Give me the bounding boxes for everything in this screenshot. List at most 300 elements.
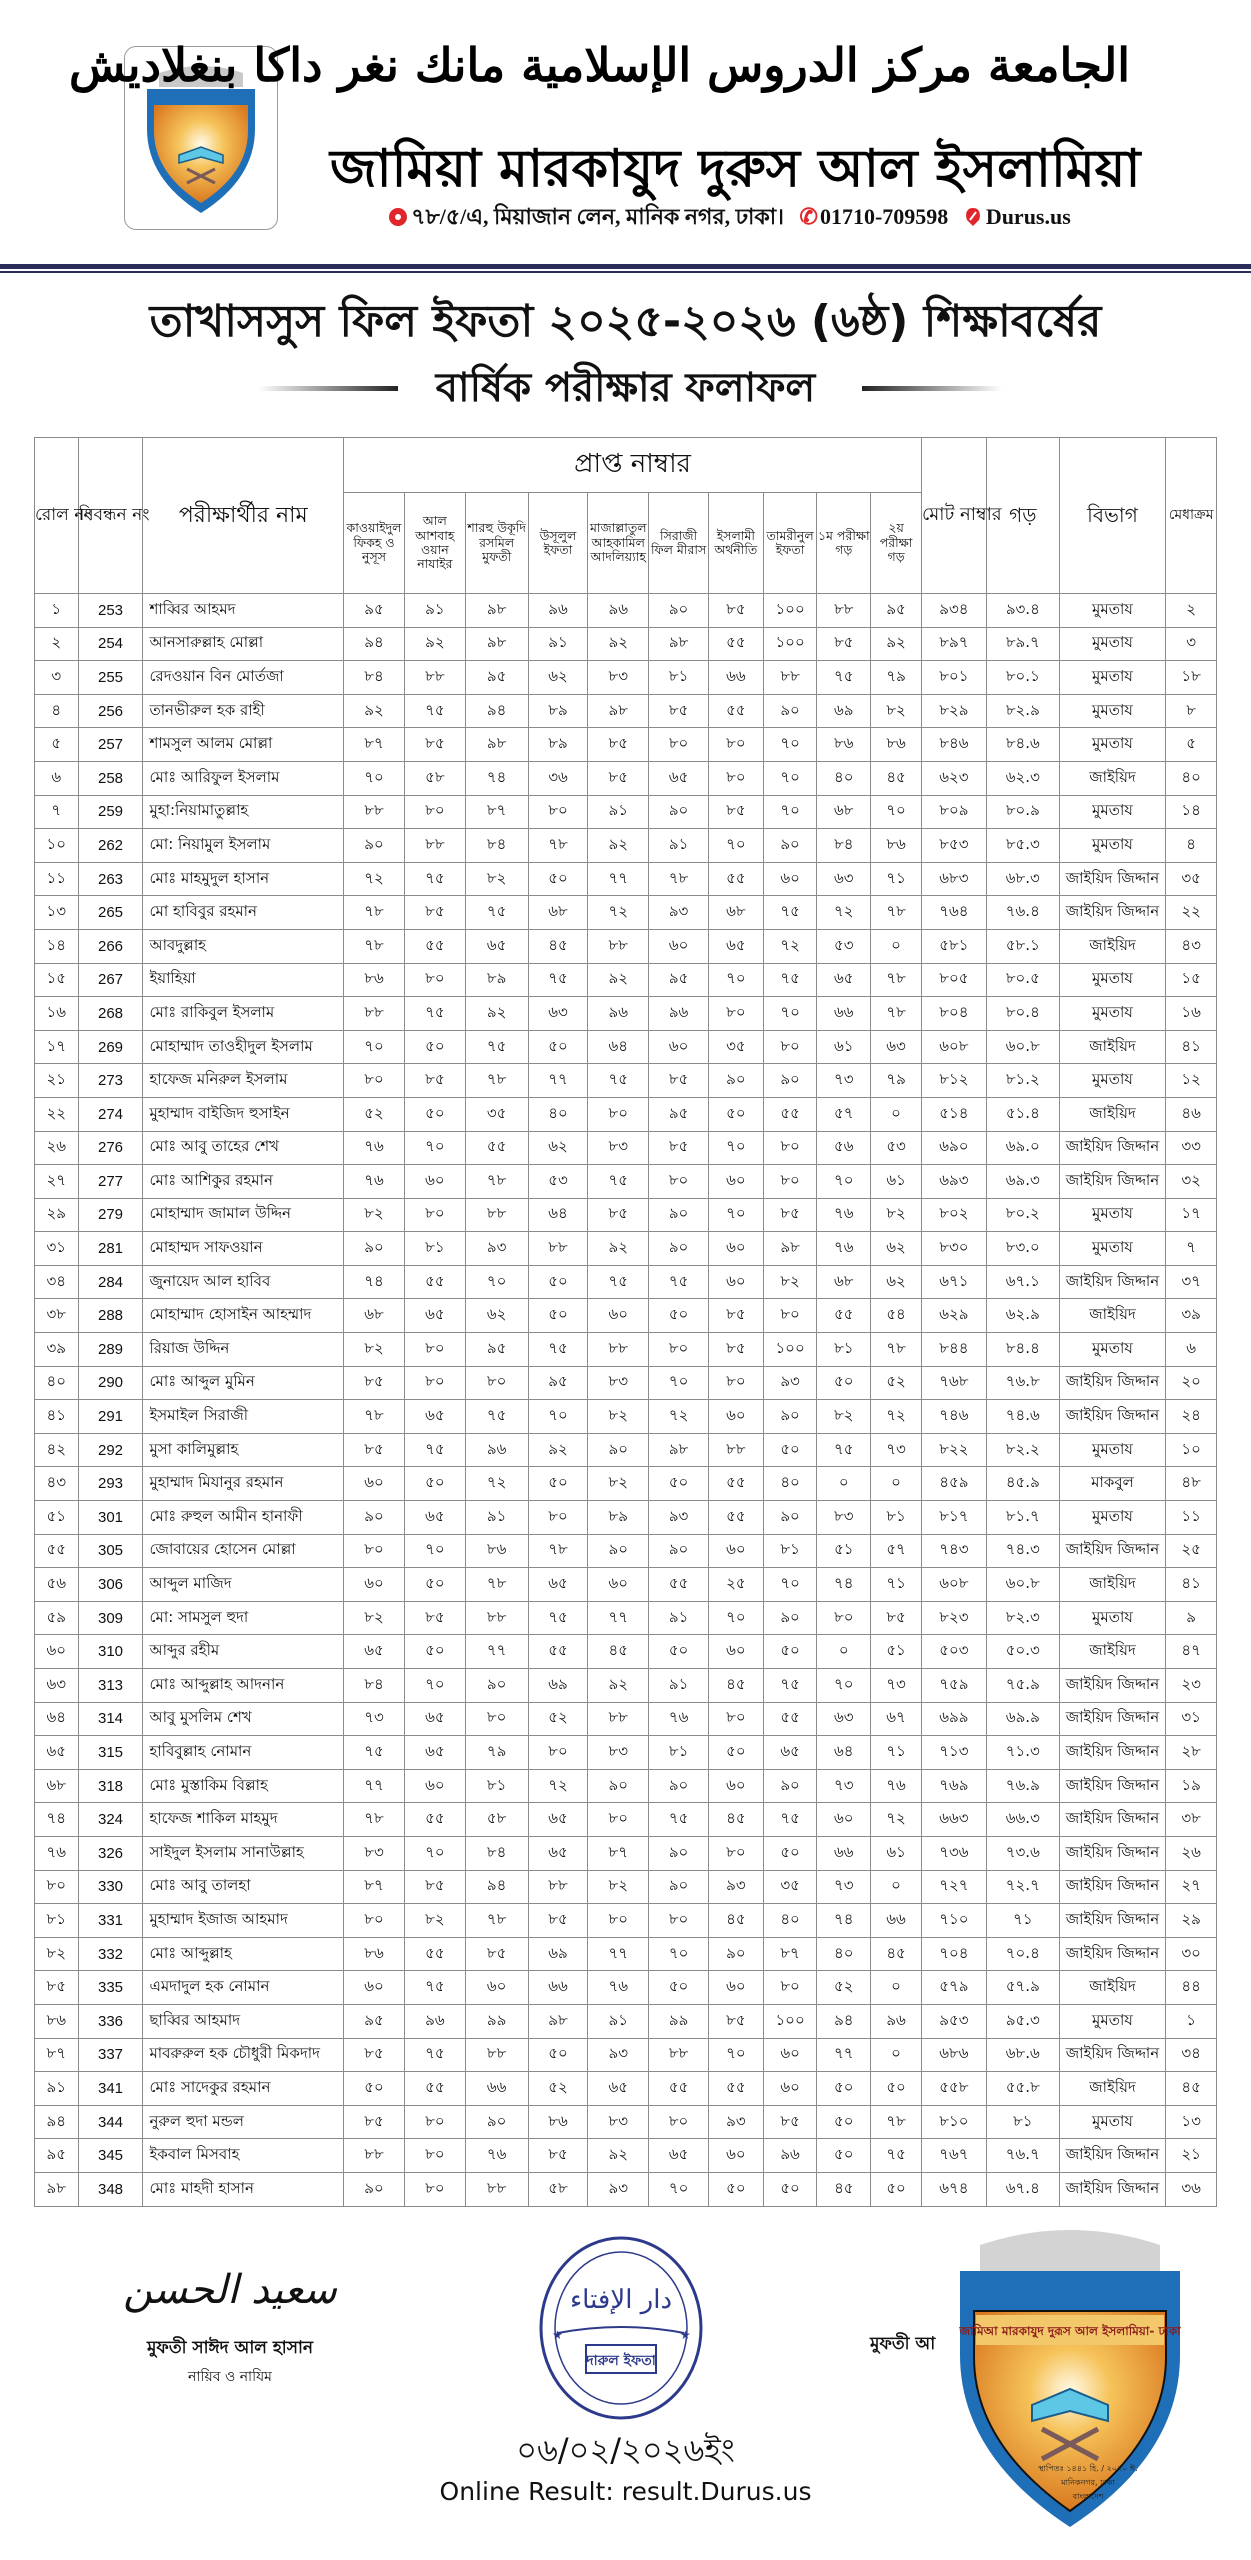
cell-roll: ৮০ xyxy=(35,1870,79,1904)
cell-name: মুহা:নিয়ামাতুল্লাহ xyxy=(143,795,344,829)
cell-roll: ১০ xyxy=(35,829,79,863)
cell-roll: ৭ xyxy=(35,795,79,829)
cell-mark: ৭৫ xyxy=(763,896,817,930)
cell-division: মুমতায xyxy=(1059,997,1165,1031)
cell-division: মুমতায xyxy=(1059,594,1165,628)
cell-avg: ৭৪.৬ xyxy=(986,1400,1059,1434)
cell-mark: ৯০ xyxy=(465,2105,528,2139)
table-row xyxy=(35,997,1217,1031)
cell-mark: ৭৬ xyxy=(465,2139,528,2173)
cell-rank: ৭ xyxy=(1166,1232,1217,1266)
cell-avg: ৬৮.৬ xyxy=(986,2038,1059,2072)
cell-mark: ৮৩ xyxy=(344,1836,405,1870)
cell-mark: ৯৮ xyxy=(465,728,528,762)
cell-reg: 290 xyxy=(78,1366,143,1400)
cell-roll: ২৯ xyxy=(35,1198,79,1232)
cell-mark: ৭৩ xyxy=(871,1669,922,1703)
cell-mark: ৮০ xyxy=(763,1131,817,1165)
cell-total: ৯৫৩ xyxy=(921,2004,986,2038)
cell-reg: 253 xyxy=(78,594,143,628)
cell-mark: ৬৫ xyxy=(404,1736,465,1770)
cell-mark: ৮০ xyxy=(404,963,465,997)
cell-name: আব্দুর রহীম xyxy=(143,1635,344,1669)
cell-mark: ৮০ xyxy=(465,1702,528,1736)
cell-mark: ৫৫ xyxy=(708,694,763,728)
cell-mark: ৯০ xyxy=(649,795,709,829)
cell-mark: ৯৫ xyxy=(344,594,405,628)
cell-reg: 273 xyxy=(78,1064,143,1098)
cell-mark: ৬১ xyxy=(871,1165,922,1199)
cell-reg: 265 xyxy=(78,896,143,930)
cell-rank: ১৪ xyxy=(1166,795,1217,829)
cell-mark: ৬৫ xyxy=(528,1803,588,1837)
cell-avg: ৮৪.৪ xyxy=(986,1333,1059,1367)
cell-mark: ৮৮ xyxy=(817,594,871,628)
table-row xyxy=(35,1904,1217,1938)
cell-mark: ৮৫ xyxy=(708,1299,763,1333)
cell-mark: ৭৫ xyxy=(817,661,871,695)
cell-name: মোঃ আব্দুল্লাহ xyxy=(143,1937,344,1971)
cell-mark: ৯০ xyxy=(763,1501,817,1535)
cell-total: ৫৮১ xyxy=(921,929,986,963)
cell-mark: ৫৭ xyxy=(871,1534,922,1568)
cell-avg: ৮১.৭ xyxy=(986,1501,1059,1535)
cell-mark: ৮৫ xyxy=(708,594,763,628)
signatory-left xyxy=(120,2245,340,2389)
cell-mark: ৬৫ xyxy=(588,2072,649,2106)
cell-mark: ৮৮ xyxy=(588,1333,649,1367)
cell-mark: ৭০ xyxy=(404,1534,465,1568)
website-link[interactable]: Durus.us xyxy=(985,204,1071,229)
cell-mark: ৯০ xyxy=(649,1836,709,1870)
cell-reg: 315 xyxy=(78,1736,143,1770)
cell-mark: ৮৫ xyxy=(404,1870,465,1904)
cell-reg: 266 xyxy=(78,929,143,963)
cell-total: ৮৩০ xyxy=(921,1232,986,1266)
cell-avg: ৭৬.৯ xyxy=(986,1769,1059,1803)
cell-mark: ৯৫ xyxy=(649,1097,709,1131)
cell-avg: ৬৭.৪ xyxy=(986,2172,1059,2206)
cell-mark: ৮০ xyxy=(344,1064,405,1098)
table-row xyxy=(35,1064,1217,1098)
table-row xyxy=(35,1937,1217,1971)
cell-reg: 345 xyxy=(78,2139,143,2173)
cell-rank: ২০ xyxy=(1166,1366,1217,1400)
phone-icon: ✆ xyxy=(799,204,818,229)
cell-mark: ৯৩ xyxy=(763,1366,817,1400)
cell-mark: ৫৬ xyxy=(817,1131,871,1165)
cell-reg: 313 xyxy=(78,1669,143,1703)
table-row xyxy=(35,1299,1217,1333)
header-subject: কাওয়াইদুল ফিকহ ও নুসূস xyxy=(344,493,405,594)
cell-mark: ৭৮ xyxy=(528,829,588,863)
cell-mark: ৭৫ xyxy=(404,862,465,896)
address: ৭৮/৫/এ, মিয়াজান লেন, মানিক নগর, ঢাকা। xyxy=(411,204,785,229)
cell-total: ৫১৪ xyxy=(921,1097,986,1131)
cell-mark: ৪৫ xyxy=(588,1635,649,1669)
cell-mark: ৮০ xyxy=(528,795,588,829)
cell-avg: ৮১ xyxy=(986,2105,1059,2139)
cell-mark: ৮২ xyxy=(763,1265,817,1299)
online-result-link[interactable]: Online Result: result.Durus.us xyxy=(439,2477,812,2506)
cell-mark: ৮৪ xyxy=(344,661,405,695)
cell-roll: ৯৪ xyxy=(35,2105,79,2139)
cell-mark: ৮৬ xyxy=(528,2105,588,2139)
signatory-role: নায়িব ও নাযিম xyxy=(188,2369,272,2385)
cell-roll: ৪৩ xyxy=(35,1467,79,1501)
table-row xyxy=(35,896,1217,930)
cell-rank: ২১ xyxy=(1166,2139,1217,2173)
cell-mark: ৬২ xyxy=(871,1265,922,1299)
cell-mark: ৬০ xyxy=(817,1803,871,1837)
cell-mark: ৮০ xyxy=(404,1198,465,1232)
cell-name: মুসা কালিমুল্লাহ xyxy=(143,1433,344,1467)
cell-name: জুনায়েদ আল হাবিব xyxy=(143,1265,344,1299)
cell-mark: ৭৮ xyxy=(465,1904,528,1938)
cell-mark: ৮৯ xyxy=(528,694,588,728)
cell-mark: ৭৫ xyxy=(465,896,528,930)
cell-name: মোঃ আব্দুল্লাহ আদনান xyxy=(143,1669,344,1703)
cell-mark: ৯৩ xyxy=(708,2105,763,2139)
cell-total: ৬২৩ xyxy=(921,761,986,795)
header-divider xyxy=(0,264,1251,269)
cell-rank: ৩৮ xyxy=(1166,1803,1217,1837)
cell-mark: ৭৮ xyxy=(344,1400,405,1434)
cell-reg: 277 xyxy=(78,1165,143,1199)
location-pin-icon xyxy=(389,208,407,226)
table-row xyxy=(35,1030,1217,1064)
cell-mark: ৭০ xyxy=(649,1937,709,1971)
cell-total: ৬২৯ xyxy=(921,1299,986,1333)
cell-division: জাইয়িদ জিদ্দান xyxy=(1059,1937,1165,1971)
header-total: মোট নাম্বার xyxy=(921,438,986,594)
cell-mark: ৭০ xyxy=(649,1366,709,1400)
cell-mark: ৫০ xyxy=(528,1030,588,1064)
cell-total: ৬৬৩ xyxy=(921,1803,986,1837)
cell-total: ৮০৫ xyxy=(921,963,986,997)
cell-mark: ৯০ xyxy=(344,1501,405,1535)
cell-mark: ৮৮ xyxy=(344,997,405,1031)
cell-division: জাইয়িদ জিদ্দান xyxy=(1059,862,1165,896)
cell-mark: ৭০ xyxy=(708,2038,763,2072)
cell-mark: ৬৮ xyxy=(817,1265,871,1299)
cell-mark: ৮০ xyxy=(763,1971,817,2005)
cell-name: মাবরুরুল হক চৌধুরী মিকদাদ xyxy=(143,2038,344,2072)
cell-reg: 293 xyxy=(78,1467,143,1501)
cell-avg: ৫৫.৮ xyxy=(986,2072,1059,2106)
cell-mark: ৫৩ xyxy=(871,1131,922,1165)
cell-mark: ৬৫ xyxy=(649,761,709,795)
cell-name: মোহাম্মাদ জামাল উদ্দিন xyxy=(143,1198,344,1232)
cell-rank: ৩৩ xyxy=(1166,1131,1217,1165)
cell-roll: ৪০ xyxy=(35,1366,79,1400)
cell-mark: ৯১ xyxy=(588,2004,649,2038)
cell-total: ৬৯৯ xyxy=(921,1702,986,1736)
cell-mark: ২৫ xyxy=(708,1568,763,1602)
cell-division: জাইয়িদ জিদ্দান xyxy=(1059,1366,1165,1400)
cell-roll: ৮৭ xyxy=(35,2038,79,2072)
cell-mark: ৭৮ xyxy=(871,896,922,930)
cell-division: জাইয়িদ জিদ্দান xyxy=(1059,2038,1165,2072)
cell-roll: ৫১ xyxy=(35,1501,79,1535)
cell-mark: ৬৫ xyxy=(528,1568,588,1602)
cell-total: ৬০৮ xyxy=(921,1568,986,1602)
header-divider-thin xyxy=(0,271,1251,273)
header-subject: ইসলামী অর্থনীতি xyxy=(708,493,763,594)
cell-mark: ৯৮ xyxy=(649,1433,709,1467)
cell-mark: ৭৫ xyxy=(465,1030,528,1064)
cell-mark: ৬০ xyxy=(404,1165,465,1199)
cell-mark: ৯৩ xyxy=(465,1232,528,1266)
cell-mark: ৫০ xyxy=(649,1635,709,1669)
cell-mark: ৭৫ xyxy=(404,1433,465,1467)
cell-rank: ৪০ xyxy=(1166,761,1217,795)
cell-mark: ৫০ xyxy=(528,2038,588,2072)
cell-mark: ৫৫ xyxy=(528,1635,588,1669)
cell-division: মুমতায xyxy=(1059,661,1165,695)
cell-total: ৮০১ xyxy=(921,661,986,695)
cell-mark: ০ xyxy=(817,1635,871,1669)
cell-rank: ৩৬ xyxy=(1166,2172,1217,2206)
publish-date: ০৬/০২/২০২৬ইং xyxy=(516,2431,735,2469)
cell-mark: ৮০ xyxy=(817,1601,871,1635)
cell-mark: ৭২ xyxy=(465,1467,528,1501)
cell-reg: 288 xyxy=(78,1299,143,1333)
cell-rank: ৫ xyxy=(1166,728,1217,762)
table-row xyxy=(35,1601,1217,1635)
cell-mark: ৬৬ xyxy=(817,1836,871,1870)
cell-rank: ১৮ xyxy=(1166,661,1217,695)
cell-mark: ৭০ xyxy=(763,997,817,1031)
cell-roll: ১১ xyxy=(35,862,79,896)
cell-avg: ৮০.২ xyxy=(986,1198,1059,1232)
cell-mark: ৮৫ xyxy=(649,1131,709,1165)
cell-mark: ৭৭ xyxy=(465,1635,528,1669)
table-row xyxy=(35,1870,1217,1904)
cell-roll: ২২ xyxy=(35,1097,79,1131)
cell-mark: ৮৮ xyxy=(344,2139,405,2173)
cell-rank: ২ xyxy=(1166,594,1217,628)
cell-division: জাইয়িদ জিদ্দান xyxy=(1059,1803,1165,1837)
cell-mark: ৯৪ xyxy=(817,2004,871,2038)
cell-mark: ৭০ xyxy=(708,963,763,997)
cell-mark: ৮০ xyxy=(649,1333,709,1367)
cell-mark: ৮০ xyxy=(763,1030,817,1064)
cell-reg: 279 xyxy=(78,1198,143,1232)
cell-division: মুমতায xyxy=(1059,1064,1165,1098)
cell-mark: ৫০ xyxy=(404,1467,465,1501)
cell-mark: ৯২ xyxy=(588,829,649,863)
cell-mark: ৯০ xyxy=(344,829,405,863)
cell-mark: ৯০ xyxy=(649,1198,709,1232)
cell-mark: ৪৫ xyxy=(708,1669,763,1703)
cell-mark: ৫৫ xyxy=(708,2072,763,2106)
cell-mark: ৮৮ xyxy=(588,929,649,963)
cell-reg: 337 xyxy=(78,2038,143,2072)
cell-name: মুহাম্মাদ বাইজিদ হুসাইন xyxy=(143,1097,344,1131)
cell-mark: ৮২ xyxy=(871,1198,922,1232)
cell-mark: ৮৯ xyxy=(588,1501,649,1535)
cell-avg: ৭৩.৬ xyxy=(986,1836,1059,1870)
cell-mark: ৯৩ xyxy=(588,2038,649,2072)
cell-mark: ৭৫ xyxy=(404,1971,465,2005)
cell-mark: ৮৭ xyxy=(588,1836,649,1870)
cell-total: ৮১২ xyxy=(921,1064,986,1098)
cell-roll: ২৭ xyxy=(35,1165,79,1199)
cell-mark: ০ xyxy=(871,1870,922,1904)
cell-roll: ৬৫ xyxy=(35,1736,79,1770)
cell-roll: ৮৫ xyxy=(35,1971,79,2005)
cell-rank: ২৫ xyxy=(1166,1534,1217,1568)
cell-mark: ৭৩ xyxy=(344,1702,405,1736)
cell-mark: ৮১ xyxy=(649,1736,709,1770)
cell-avg: ৫০.৩ xyxy=(986,1635,1059,1669)
table-row xyxy=(35,929,1217,963)
cell-mark: ৭২ xyxy=(344,862,405,896)
cell-rank: ২৬ xyxy=(1166,1836,1217,1870)
cell-mark: ৬০ xyxy=(708,2139,763,2173)
cell-mark: ৯৫ xyxy=(649,963,709,997)
cell-avg: ৮০.১ xyxy=(986,661,1059,695)
cell-mark: ৮০ xyxy=(404,795,465,829)
phone-number[interactable]: 01710-709598 xyxy=(819,204,949,229)
cell-division: জাইয়িদ xyxy=(1059,1971,1165,2005)
cell-total: ৮২৩ xyxy=(921,1601,986,1635)
cell-mark: ৮০ xyxy=(528,1501,588,1535)
cell-mark: ৬০ xyxy=(649,929,709,963)
cell-total: ৯৩৪ xyxy=(921,594,986,628)
cell-mark: ৭৮ xyxy=(344,896,405,930)
cell-rank: ৪ xyxy=(1166,829,1217,863)
cell-roll: ২১ xyxy=(35,1064,79,1098)
cell-mark: ৫৫ xyxy=(404,929,465,963)
cell-mark: ৭৮ xyxy=(344,929,405,963)
cell-avg: ৬০.৮ xyxy=(986,1030,1059,1064)
cell-name: মুহাম্মাদ ইজাজ আহমাদ xyxy=(143,1904,344,1938)
cell-reg: 263 xyxy=(78,862,143,896)
cell-rank: ১২ xyxy=(1166,1064,1217,1098)
cell-reg: 291 xyxy=(78,1400,143,1434)
cell-avg: ৭১.৩ xyxy=(986,1736,1059,1770)
cell-mark: ৮৬ xyxy=(817,728,871,762)
cell-reg: 318 xyxy=(78,1769,143,1803)
cell-division: জাইয়িদ xyxy=(1059,761,1165,795)
cell-roll: ৪১ xyxy=(35,1400,79,1434)
crest-country: বাংলাদেশ xyxy=(1072,2492,1104,2501)
cell-rank: ১৭ xyxy=(1166,1198,1217,1232)
cell-mark: ৮৫ xyxy=(344,2105,405,2139)
cell-mark: ৯০ xyxy=(763,1769,817,1803)
cell-mark: ৮৮ xyxy=(588,1702,649,1736)
cell-mark: ৮৩ xyxy=(588,661,649,695)
cell-mark: ৯১ xyxy=(465,1501,528,1535)
cell-mark: ৯৬ xyxy=(763,2139,817,2173)
cell-mark: ৮০ xyxy=(344,1904,405,1938)
cell-division: জাইয়িদ জিদ্দান xyxy=(1059,896,1165,930)
cell-roll: ১৭ xyxy=(35,1030,79,1064)
table-row xyxy=(35,661,1217,695)
cell-name: রিয়াজ উদ্দিন xyxy=(143,1333,344,1367)
cell-mark: ৬০ xyxy=(649,1030,709,1064)
cell-mark: ৮৮ xyxy=(465,2038,528,2072)
cell-mark: ৫০ xyxy=(817,2139,871,2173)
cell-mark: ৫০ xyxy=(528,1299,588,1333)
cell-mark: ৭৮ xyxy=(871,963,922,997)
cell-mark: ৭০ xyxy=(708,1601,763,1635)
cell-mark: ৪৫ xyxy=(528,929,588,963)
cell-mark: ৬৪ xyxy=(588,1030,649,1064)
cell-mark: ৫০ xyxy=(344,2072,405,2106)
cell-roll: ৩৮ xyxy=(35,1299,79,1333)
cell-rank: ১৯ xyxy=(1166,1769,1217,1803)
cell-division: জাইয়িদ জিদ্দান xyxy=(1059,1131,1165,1165)
cell-mark: ৮৫ xyxy=(344,1366,405,1400)
cell-mark: ৯০ xyxy=(763,694,817,728)
cell-avg: ৮৩.০ xyxy=(986,1232,1059,1266)
cell-mark: ৮৫ xyxy=(404,728,465,762)
cell-mark: ৬০ xyxy=(708,1534,763,1568)
cell-division: জাইয়িদ xyxy=(1059,1299,1165,1333)
cell-mark: ৮৫ xyxy=(404,1064,465,1098)
cell-mark: ৭৩ xyxy=(871,1433,922,1467)
cell-mark: ৭০ xyxy=(763,795,817,829)
table-row xyxy=(35,963,1217,997)
header-name: পরীক্ষার্থীর নাম xyxy=(143,438,344,594)
header-subject: ১ম পরীক্ষা গড় xyxy=(817,493,871,594)
cell-mark: ৮৪ xyxy=(817,829,871,863)
cell-mark: ৭৩ xyxy=(817,1064,871,1098)
cell-total: ৮২২ xyxy=(921,1433,986,1467)
cell-reg: 336 xyxy=(78,2004,143,2038)
cell-mark: ৭৪ xyxy=(817,1568,871,1602)
cell-division: জাইয়িদ জিদ্দান xyxy=(1059,1165,1165,1199)
cell-avg: ৫১.৪ xyxy=(986,1097,1059,1131)
cell-division: জাইয়িদ xyxy=(1059,1097,1165,1131)
header-roll: রোল নং xyxy=(35,438,79,594)
cell-name: মোঃ সাদেকুর রহমান xyxy=(143,2072,344,2106)
cell-mark: ৭৮ xyxy=(465,1165,528,1199)
cell-roll: ৬৮ xyxy=(35,1769,79,1803)
cell-avg: ৮২.২ xyxy=(986,1433,1059,1467)
cell-mark: ৮৩ xyxy=(588,1131,649,1165)
header-subject: ২য় পরীক্ষা গড় xyxy=(871,493,922,594)
cell-roll: ৬ xyxy=(35,761,79,795)
cell-total: ৭২৭ xyxy=(921,1870,986,1904)
cell-mark: ৫০ xyxy=(817,2105,871,2139)
cell-mark: ৭০ xyxy=(817,1165,871,1199)
cell-mark: ৮২ xyxy=(344,1601,405,1635)
cell-mark: ০ xyxy=(871,1467,922,1501)
cell-reg: 332 xyxy=(78,1937,143,1971)
cell-name: ছাব্বির আহমাদ xyxy=(143,2004,344,2038)
cell-mark: ৮৫ xyxy=(708,2004,763,2038)
cell-mark: ৮২ xyxy=(588,1467,649,1501)
cell-rank: ২৯ xyxy=(1166,1904,1217,1938)
cell-avg: ৮১.২ xyxy=(986,1064,1059,1098)
darul-ifta-seal-icon xyxy=(536,2233,706,2423)
cell-name: আবদুল্লাহ xyxy=(143,929,344,963)
cell-mark: ৮৮ xyxy=(465,2172,528,2206)
cell-mark: ৯২ xyxy=(344,694,405,728)
cell-mark: ৬০ xyxy=(465,1971,528,2005)
cell-name: জোবায়ের হোসেন মোল্লা xyxy=(143,1534,344,1568)
cell-mark: ৯৬ xyxy=(871,2004,922,2038)
cell-division: জাইয়িদ xyxy=(1059,1635,1165,1669)
cell-name: এমদাদুল হক নোমান xyxy=(143,1971,344,2005)
cell-mark: ৬০ xyxy=(344,1568,405,1602)
cell-mark: ৮৮ xyxy=(528,1870,588,1904)
cell-avg: ৮৫.৩ xyxy=(986,829,1059,863)
